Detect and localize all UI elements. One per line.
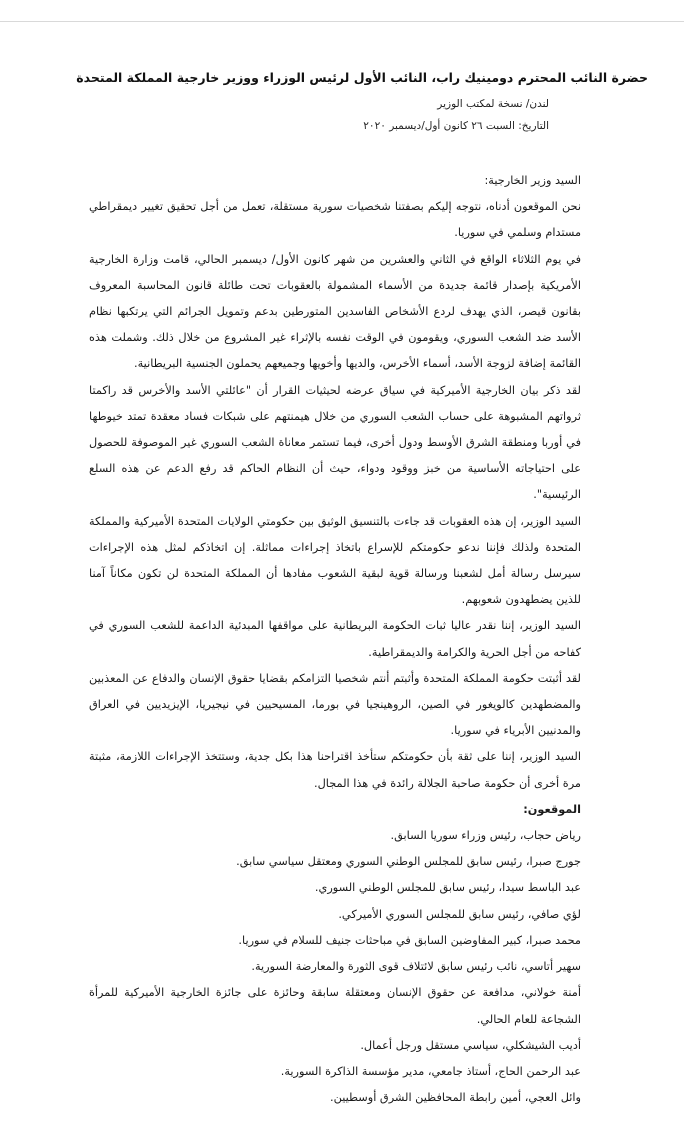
letter-body [89, 168, 581, 1111]
signatories-heading: الموقعون: [523, 802, 581, 816]
paragraph: في يوم الثلاثاء الواقع في الثاني والعشرين من شهر كانون الأول/ ديسمبر الحالي، قامت وزارة الخارجية الأمريكية بإصدار قائمة جديدة من الأسماء المشمولة بالعقوبات تحت طائلة قانون المحاسبة المعروف بقانون قيصر، الذي يهدف لردع الأشخاص الفاسدين المتورطين بدعم وتمويل الجرائم التي يرتكبها نظام الأسد ضد الشعب السوري، ويقومون في الوقت نفسه بالإثراء غير المشروع من خلال ذلك. وشملت هذه القائمة إضافة لزوجة الأسد، أسماء الأخرس، والديها وأخويها وجميعهم يحملون الجنسية البريطانية. [89, 252, 581, 371]
paragraph: السيد الوزير، إن هذه العقوبات قد جاءت بالتنسيق الوثيق بين حكومتي الولايات المتحدة الأميركية والمملكة المتحدة ولذلك فإننا ندعو حكومتكم للإسراع باتخاذ إجراءات مماثلة. إن اتخاذكم لمثل هذه الإجراءات سيرسل رسالة أمل لشعبنا ورسالة قوية لبقية الشعوب مفادها أن المملكة المتحدة لن تكون مكاناً آمنا للذين يضطهدون شعوبهم. [89, 514, 581, 607]
signatory: عبد الرحمن الحاج، أستاذ جامعي، مدير مؤسسة الذاكرة السورية. [280, 1064, 581, 1078]
paragraph: نحن الموقعون أدناه، نتوجه إليكم بصفتنا شخصيات سورية مستقلة، تعمل من أجل تحقيق تغيير ديمقراطي مستدام وسلمي في سوريا. [89, 200, 581, 240]
salutation: السيد وزير الخارجية: [484, 174, 581, 187]
signatory: أديب الشيشكلي، سياسي مستقل ورجل أعمال. [360, 1038, 581, 1052]
signatories-list [89, 823, 581, 1111]
signatory: عبد الباسط سيدا، رئيس سابق للمجلس الوطني السوري. [314, 881, 581, 895]
signatory: لؤي صافي، رئيس سابق للمجلس السوري الأميركي. [338, 907, 581, 921]
paragraph: لقد ذكر بيان الخارجية الأميركية في سياق عرضه لحيثيات القرار أن "عائلتي الأسد والأخرس قد راكمتا ثرواتهم المشبوهة على حساب الشعب السوري من خلال هيمنتهم على شبكات فساد معقدة تمتد خيوطها في أوربا ومنطقة الشرق الأوسط ودول أخرى، فيما تستمر معاناة الشعب السوري غير الموصوفة للحصول على احتياجاته الأساسية من خبز ووقود ودواء، حيث أن النظام الحاكم قد رفع الدعم عن هذه السلع الرئيسية". [89, 383, 581, 502]
signatory: رياض حجاب، رئيس وزراء سوريا السابق. [390, 829, 581, 843]
paragraph: لقد أثبتت حكومة المملكة المتحدة وأثبتم أنتم شخصيا التزامكم بقضايا حقوق الإنسان والدفاع عن المعذبين والمضطهدين كالويغور في الصين، الروهينجيا في بورما، المسيحيين في نيجيريا، الإيزيديين في العراق والمدنيين الأبرياء في سوريا. [89, 671, 581, 738]
paragraph: السيد الوزير، إننا على ثقة بأن حكومتكم ستأخذ اقتراحنا هذا بكل جدية، وستتخذ الإجراءات اللازمة، مثبتة مرة أخرى أن حكومة صاحبة الجلالة رائدة في هذا المجال. [89, 750, 581, 790]
location-line: لندن/ نسخة لمكتب الوزير [437, 98, 549, 110]
signatory: أمنة خولاني، مدافعة عن حقوق الإنسان ومعتقلة سابقة وحائزة على جائزة الخارجية الأميركية للمرأة الشجاعة للعام الحالي. [89, 986, 581, 1026]
paragraph: السيد الوزير، إننا نقدر عاليا ثبات الحكومة البريطانية على مواقفها المبدئية الداعمة للشعب السوري في كفاحه من أجل الحرية والكرامة والديمقراطية. [89, 619, 581, 659]
signatory: سهير أتاسي، نائب رئيس سابق لائتلاف قوى الثورة والمعارضة السورية. [251, 960, 581, 974]
signatory: محمد صبرا، كبير المفاوضين السابق في مباحثات جنيف للسلام في سوريا. [238, 933, 581, 947]
signatory: جورج صبرا، رئيس سابق للمجلس الوطني السوري ومعتقل سياسي سابق. [236, 855, 581, 869]
letter-title: حضرة النائب المحترم دومينيك راب، النائب الأول لرئيس الوزراء ووزير خارجية المملكة المتحدة [76, 70, 648, 85]
date-line: التاريخ: السبت ٢٦ كانون أول/ديسمبر ٢٠٢٠ [363, 120, 549, 132]
signatory: وائل العجي، أمين رابطة المحافظين الشرق أوسطيين. [330, 1091, 581, 1105]
